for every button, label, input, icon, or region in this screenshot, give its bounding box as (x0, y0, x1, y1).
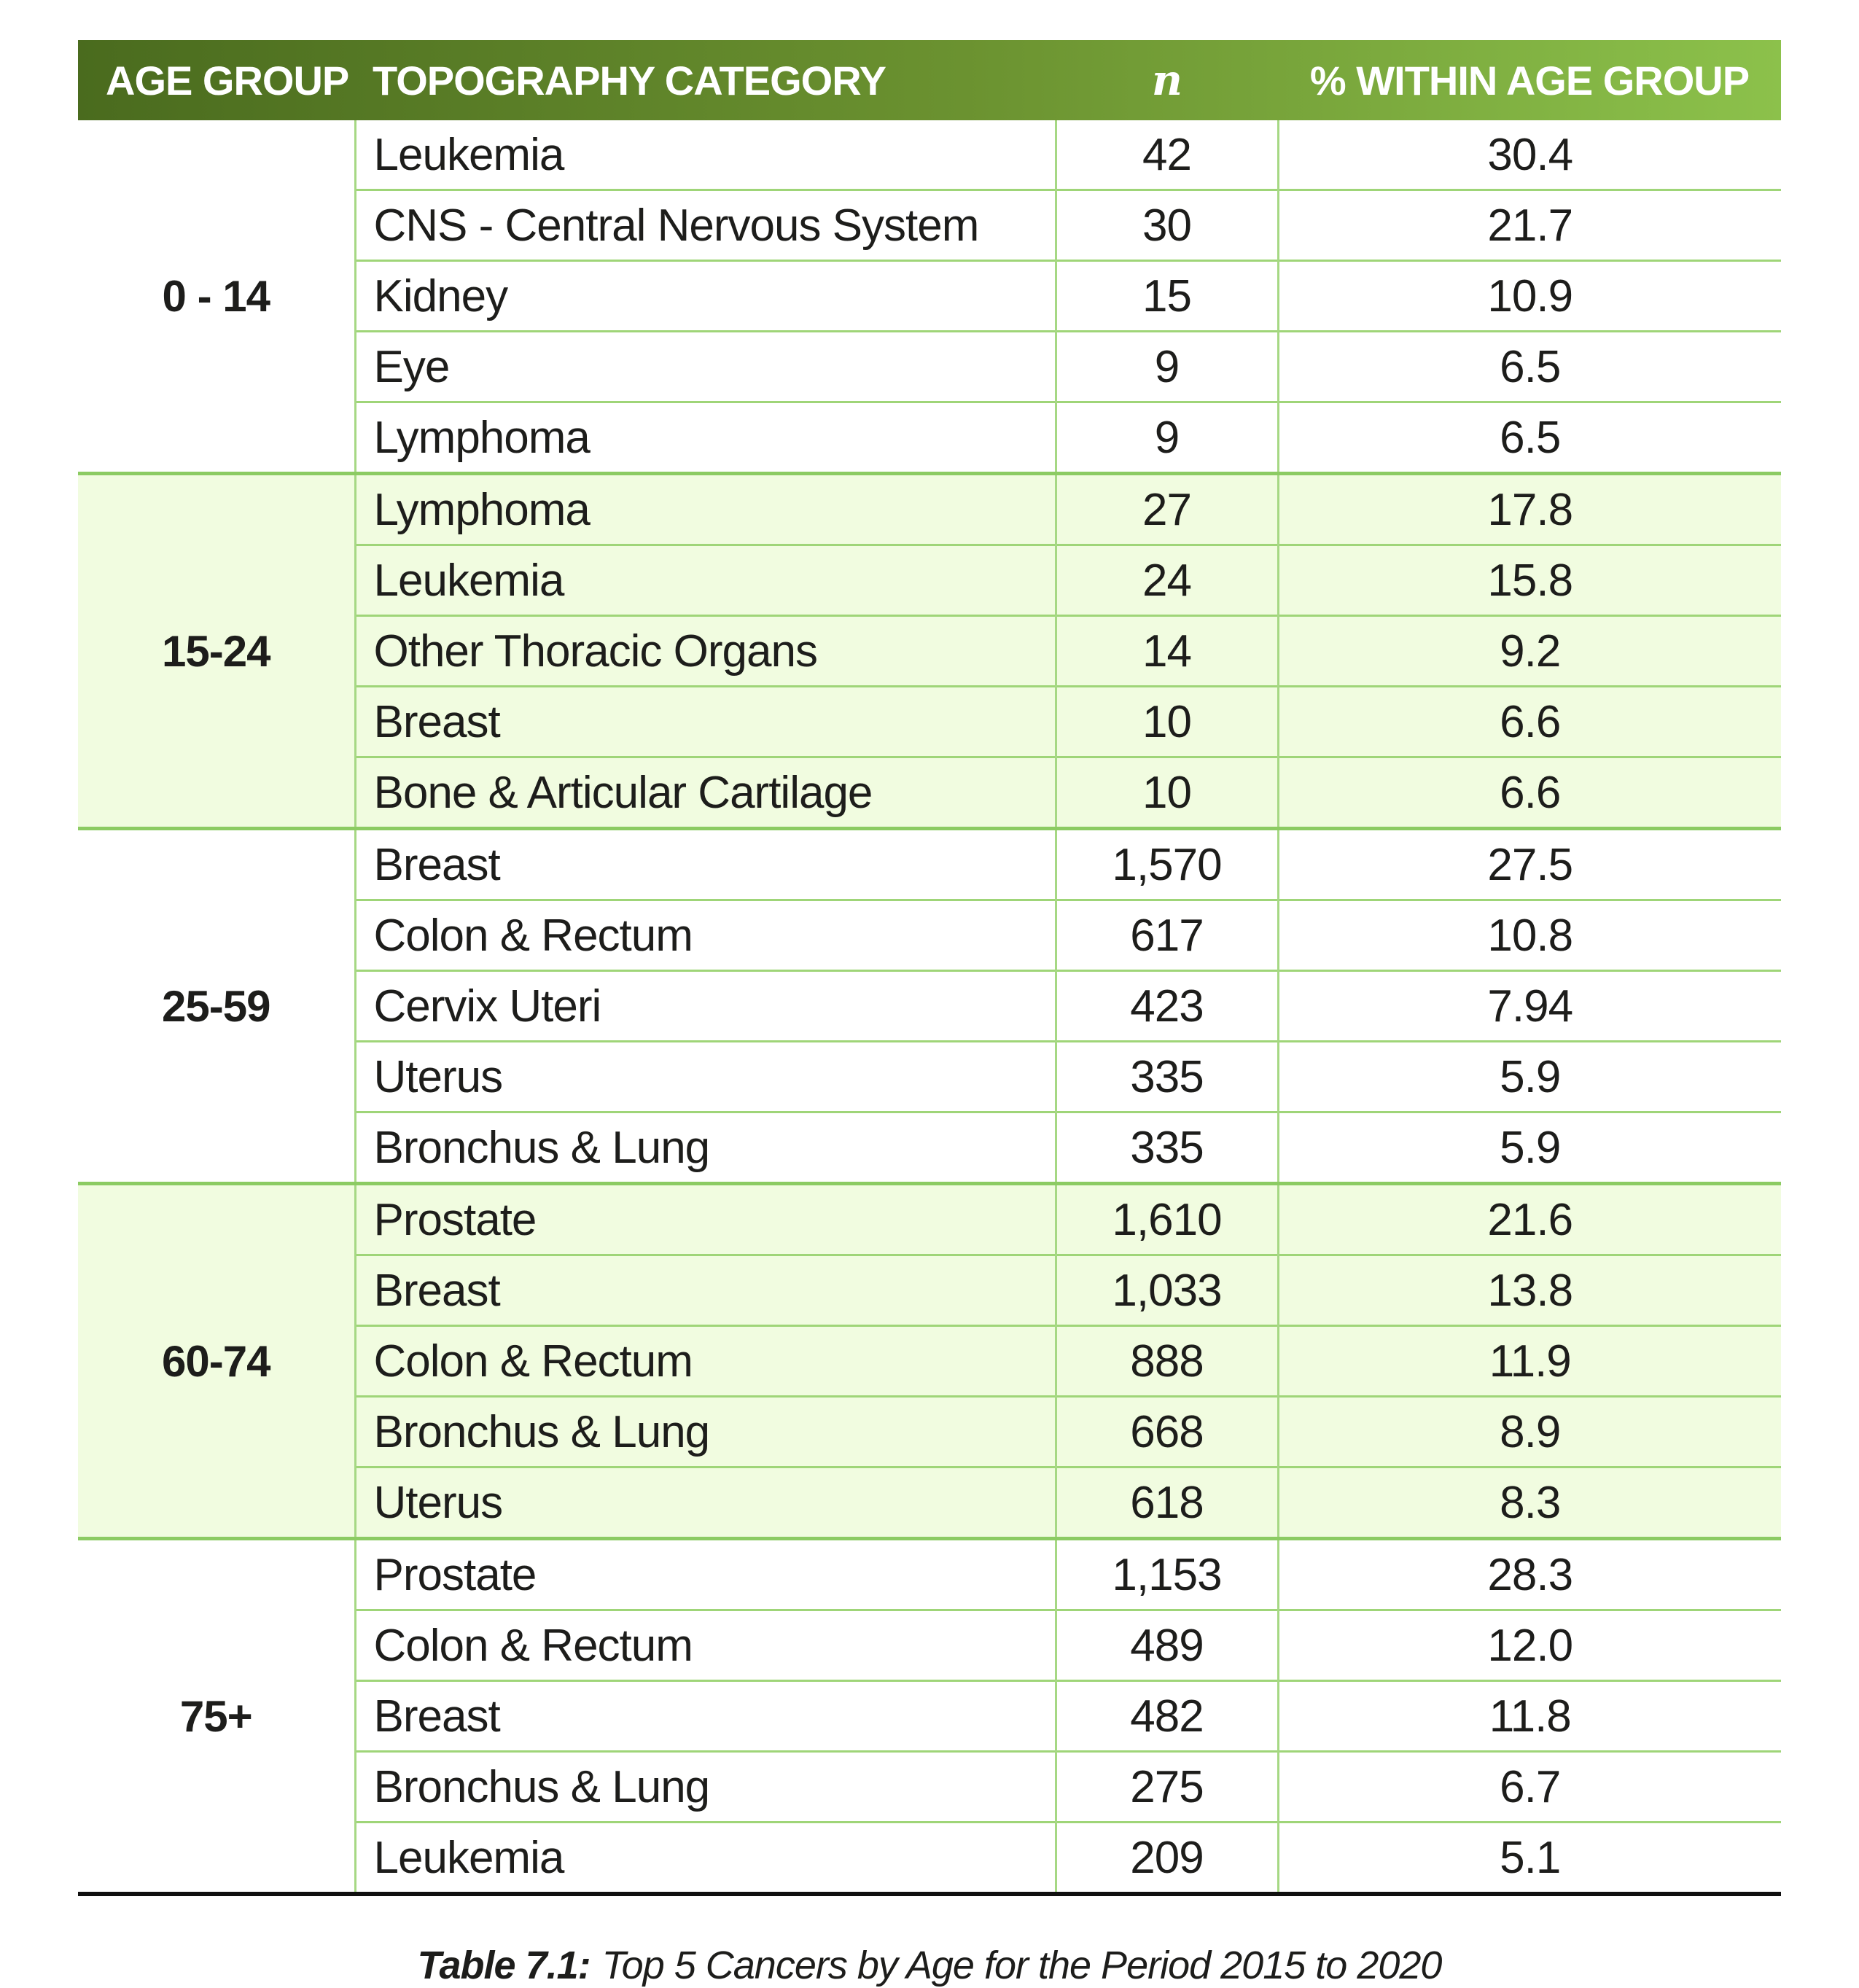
age-group-cell: 0 - 14 (162, 271, 270, 321)
topography-cell: Leukemia (355, 545, 1056, 616)
count-cell: 335 (1056, 1042, 1278, 1112)
age-group-cell: 60-74 (78, 1184, 355, 1539)
percent-cell: 6.6 (1278, 687, 1781, 757)
count-cell: 1,570 (1056, 829, 1278, 900)
topography-cell: Colon & Rectum (355, 1326, 1056, 1397)
percent-cell: 6.5 (1278, 332, 1781, 402)
header-topography: TOPOGRAPHY CATEGORY (373, 57, 886, 104)
topography-cell: Bronchus & Lung (355, 1112, 1056, 1184)
topography-cell: Uterus (355, 1467, 1056, 1539)
age-group-25-59 (78, 829, 1781, 1184)
table-row (78, 829, 1781, 900)
count-cell: 9 (1056, 402, 1278, 474)
age-group-cell: 15-24 (78, 474, 355, 829)
count-cell: 1,610 (1056, 1184, 1278, 1255)
table-header (78, 40, 1781, 120)
count-cell: 423 (1056, 971, 1278, 1042)
topography-cell: Breast (355, 687, 1056, 757)
percent-cell: 6.5 (1278, 402, 1781, 474)
count-cell: 482 (1056, 1681, 1278, 1752)
table-caption-label: Table 7.1: (417, 1944, 591, 1987)
percent-cell: 10.8 (1278, 900, 1781, 971)
report-page (0, 40, 1859, 1985)
age-group-15-24 (78, 474, 1781, 829)
percent-cell: 5.9 (1278, 1112, 1781, 1184)
topography-cell: Prostate (355, 1539, 1056, 1610)
count-cell: 10 (1056, 757, 1278, 829)
count-cell: 10 (1056, 687, 1278, 757)
percent-cell: 6.7 (1278, 1752, 1781, 1823)
count-cell: 9 (1056, 332, 1278, 402)
topography-cell: Colon & Rectum (355, 1610, 1056, 1681)
percent-cell: 11.9 (1278, 1326, 1781, 1397)
topography-cell: CNS - Central Nervous System (355, 190, 1056, 261)
topography-cell: Eye (355, 332, 1056, 402)
count-cell: 30 (1056, 190, 1278, 261)
topography-cell: Breast (355, 1681, 1056, 1752)
percent-cell: 9.2 (1278, 616, 1781, 687)
table-row (78, 120, 1781, 190)
count-cell: 1,153 (1056, 1539, 1278, 1610)
count-cell: 618 (1056, 1467, 1278, 1539)
topography-cell: Colon & Rectum (355, 900, 1056, 971)
age-group-cell: 25-59 (78, 829, 355, 1184)
count-cell: 24 (1056, 545, 1278, 616)
percent-cell: 11.8 (1278, 1681, 1781, 1752)
age-group-0-14 (78, 120, 1781, 474)
count-cell: 275 (1056, 1752, 1278, 1823)
count-cell: 489 (1056, 1610, 1278, 1681)
percent-cell: 17.8 (1278, 474, 1781, 545)
age-group-cell: 75+ (78, 1539, 355, 1895)
topography-cell: Leukemia (355, 1823, 1056, 1895)
table-row (78, 1539, 1781, 1610)
topography-cell: Bronchus & Lung (355, 1397, 1056, 1467)
count-cell: 42 (1056, 120, 1278, 190)
topography-cell: Lymphoma (355, 474, 1056, 545)
table-caption (78, 1943, 1781, 1988)
age-group-60-74 (78, 1184, 1781, 1539)
percent-cell: 28.3 (1278, 1539, 1781, 1610)
table-caption-text: Top 5 Cancers by Age for the Period 2015 to 2020 (601, 1944, 1442, 1987)
topography-cell: Prostate (355, 1184, 1056, 1255)
percent-cell: 5.9 (1278, 1042, 1781, 1112)
percent-cell: 8.3 (1278, 1467, 1781, 1539)
topography-cell: Other Thoracic Organs (355, 616, 1056, 687)
header-age-group: AGE GROUP (106, 57, 349, 104)
topography-cell: Breast (355, 829, 1056, 900)
percent-cell: 21.7 (1278, 190, 1781, 261)
topography-cell: Lymphoma (355, 402, 1056, 474)
count-cell: 617 (1056, 900, 1278, 971)
percent-cell: 15.8 (1278, 545, 1781, 616)
percent-cell: 27.5 (1278, 829, 1781, 900)
topography-cell: Bronchus & Lung (355, 1752, 1056, 1823)
count-cell: 15 (1056, 261, 1278, 332)
count-cell: 27 (1056, 474, 1278, 545)
table-row (78, 474, 1781, 545)
topography-cell: Cervix Uteri (355, 971, 1056, 1042)
percent-cell: 30.4 (1278, 120, 1781, 190)
percent-cell: 13.8 (1278, 1255, 1781, 1326)
percent-cell: 21.6 (1278, 1184, 1781, 1255)
table-row (78, 1184, 1781, 1255)
count-cell: 335 (1056, 1112, 1278, 1184)
percent-cell: 12.0 (1278, 1610, 1781, 1681)
count-cell: 209 (1056, 1823, 1278, 1895)
topography-cell: Uterus (355, 1042, 1056, 1112)
header-percent: % WITHIN AGE GROUP (1309, 57, 1750, 104)
percent-cell: 5.1 (1278, 1823, 1781, 1895)
percent-cell: 10.9 (1278, 261, 1781, 332)
topography-cell: Breast (355, 1255, 1056, 1326)
count-cell: 668 (1056, 1397, 1278, 1467)
header-row (78, 40, 1781, 120)
count-cell: 888 (1056, 1326, 1278, 1397)
percent-cell: 8.9 (1278, 1397, 1781, 1467)
age-group-75plus (78, 1539, 1781, 1895)
topography-cell: Bone & Articular Cartilage (355, 757, 1056, 829)
count-cell: 1,033 (1056, 1255, 1278, 1326)
percent-cell: 7.94 (1278, 971, 1781, 1042)
topography-cell: Kidney (355, 261, 1056, 332)
header-n: n (1151, 55, 1182, 105)
topography-cell: Leukemia (355, 120, 1056, 190)
percent-cell: 6.6 (1278, 757, 1781, 829)
count-cell: 14 (1056, 616, 1278, 687)
top5-cancers-by-age-table (78, 40, 1781, 1896)
